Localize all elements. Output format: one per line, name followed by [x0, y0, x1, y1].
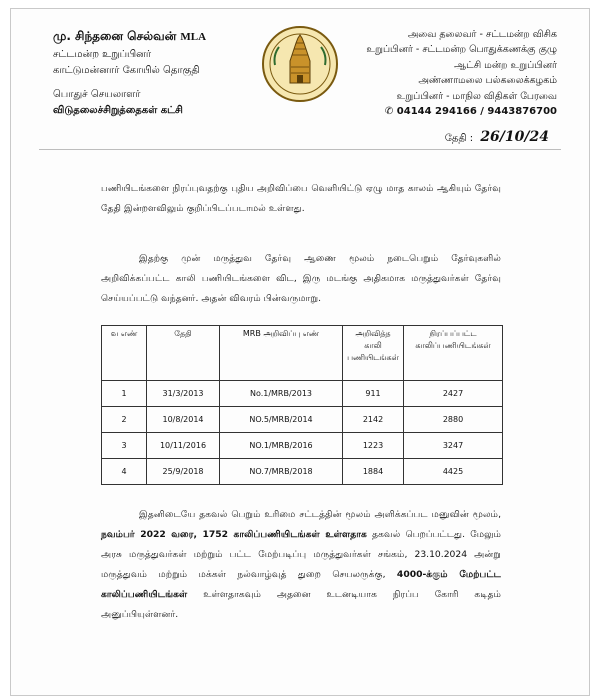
col-filled-vacancies: நிரப்பப்பட்ட காலிப்பணியிடங்கள்: [404, 326, 503, 381]
table-row: [102, 407, 503, 433]
cell-date: 10/11/2016: [147, 433, 220, 459]
header-divider: [39, 149, 561, 150]
cell-notice: NO.1/MRB/2016: [220, 433, 343, 459]
cell-announced: 911: [343, 381, 404, 407]
cell-announced: 1884: [343, 459, 404, 485]
sender-constituency: காட்டுமன்னார் கோயில் தொகுதி: [53, 64, 200, 76]
cell-announced: 2142: [343, 407, 404, 433]
col-mrb-notice: MRB அறிவிப்பு எண்: [220, 326, 343, 381]
date-value: 26/10/24: [480, 129, 549, 145]
cell-date: 31/3/2013: [147, 381, 220, 407]
col-serial: வ எண்: [102, 326, 147, 381]
vacancy-highlight-association: 4000-க்கும் மேற்பட்ட காலிப்பணியிடங்கள்: [101, 569, 501, 600]
position-line-3: ஆட்சி மன்ற உறுப்பினர்: [454, 59, 557, 71]
cell-serial: 4: [102, 459, 147, 485]
cell-filled: 2880: [404, 407, 503, 433]
paragraph-3: இதனிடையே தகவல் பெறும் உரிமை சட்டத்தின் மூலம் அளிக்கப்பட மனுவின் மூலம், நவம்பர் 2022 வரை, 1752 காலிப்பணியிடங்கள் உள்ளதாக தகவல் பெறப்பட்டது. மேலும் அரசு மருத்துவர்கள் மற்றும் பட்ட மேற்படிப்பு மருத்துவர்கள் சங்கம், 23.10.2024 அன்று மருத்துவம் மற்றும் மக்கள் நல்வாழ்வுத் துறை செயலருக்கு, 4000-க்கும் மேற்பட்ட காலிப்பணியிடங்கள் உள்ளதாகவும் அதனை உடனடியாக நிரப்ப கோரி கடிதம் அனுப்பியுள்ளனர்.: [101, 509, 501, 620]
cell-notice: NO.5/MRB/2014: [220, 407, 343, 433]
cell-serial: 1: [102, 381, 147, 407]
position-line-4: அண்ணாமலை பல்கலைக்கழகம்: [418, 75, 557, 87]
cell-filled: 4425: [404, 459, 503, 485]
cell-serial: 3: [102, 433, 147, 459]
paragraph-1: பணியிடங்களை நிரப்புவதற்கு புதிய அறிவிப்பை வெளியிட்டு ஏழு மாத காலம் ஆகியும் தேர்வு தேதி இன்றளவிலும் குறிப்பிடப்படாமல் உள்ளது.: [101, 183, 501, 214]
phone-icon: ✆: [384, 105, 394, 117]
cell-notice: NO.7/MRB/2018: [220, 459, 343, 485]
sender-party: விடுதலைச்சிறுத்தைகள் கட்சி: [53, 104, 183, 116]
vacancy-highlight-rti: நவம்பர் 2022 வரை, 1752 காலிப்பணியிடங்கள் உள்ளதாக: [101, 529, 367, 540]
letterhead-left: [53, 27, 206, 119]
table-header-row: [102, 326, 503, 381]
col-announced-vacancies: அறிவித்த காலி பணியிடங்கள்: [343, 326, 404, 381]
cell-date: 25/9/2018: [147, 459, 220, 485]
table-row: [102, 381, 503, 407]
cell-serial: 2: [102, 407, 147, 433]
letter-date: [445, 129, 549, 145]
date-label: தேதி :: [444, 133, 474, 144]
phone-number: ✆ 04144 294166 / 9443876700: [384, 105, 557, 117]
position-line-2: உறுப்பினர் - சட்டமன்ற பொதுக்கணக்கு குழு: [366, 44, 557, 56]
table-row: [102, 459, 503, 485]
cell-notice: No.1/MRB/2013: [220, 381, 343, 407]
mrb-recruitment-table: [101, 325, 503, 485]
letter-page: [10, 8, 590, 696]
table-row: [102, 433, 503, 459]
sender-name: மு. சிந்தனை செல்வன் MLA: [53, 29, 207, 43]
paragraph-2: இதற்கு முன் மருத்துவ தேர்வு ஆணை மூலம் நடைபெறும் தேர்வுகளில் அறிவிக்கப்பட்ட காலி பணியிடங்களை விட, இரு மடங்கு அதிகமாக மருத்துவர்கள் தேர்வு செய்யப்பட்டு வந்தனர். அதன் விவரம் பின்வருமாறு.: [101, 253, 501, 304]
position-line-1: அவை தலைவர் - சட்டமன்ற விசிக: [407, 29, 557, 40]
cell-filled: 2427: [404, 381, 503, 407]
cell-date: 10/8/2014: [147, 407, 220, 433]
sender-role: சட்டமன்ற உறுப்பினர்: [53, 48, 152, 60]
col-date: தேதி: [147, 326, 220, 381]
sender-party-role: பொதுச் செயலாளர்: [53, 88, 141, 100]
cell-filled: 3247: [404, 433, 503, 459]
position-line-5: உறுப்பினர் - மாநில விதிகள் பேரவை: [396, 90, 557, 102]
tamil-nadu-emblem-icon: [261, 25, 339, 103]
cell-announced: 1223: [343, 433, 404, 459]
letterhead-right: [366, 27, 557, 120]
